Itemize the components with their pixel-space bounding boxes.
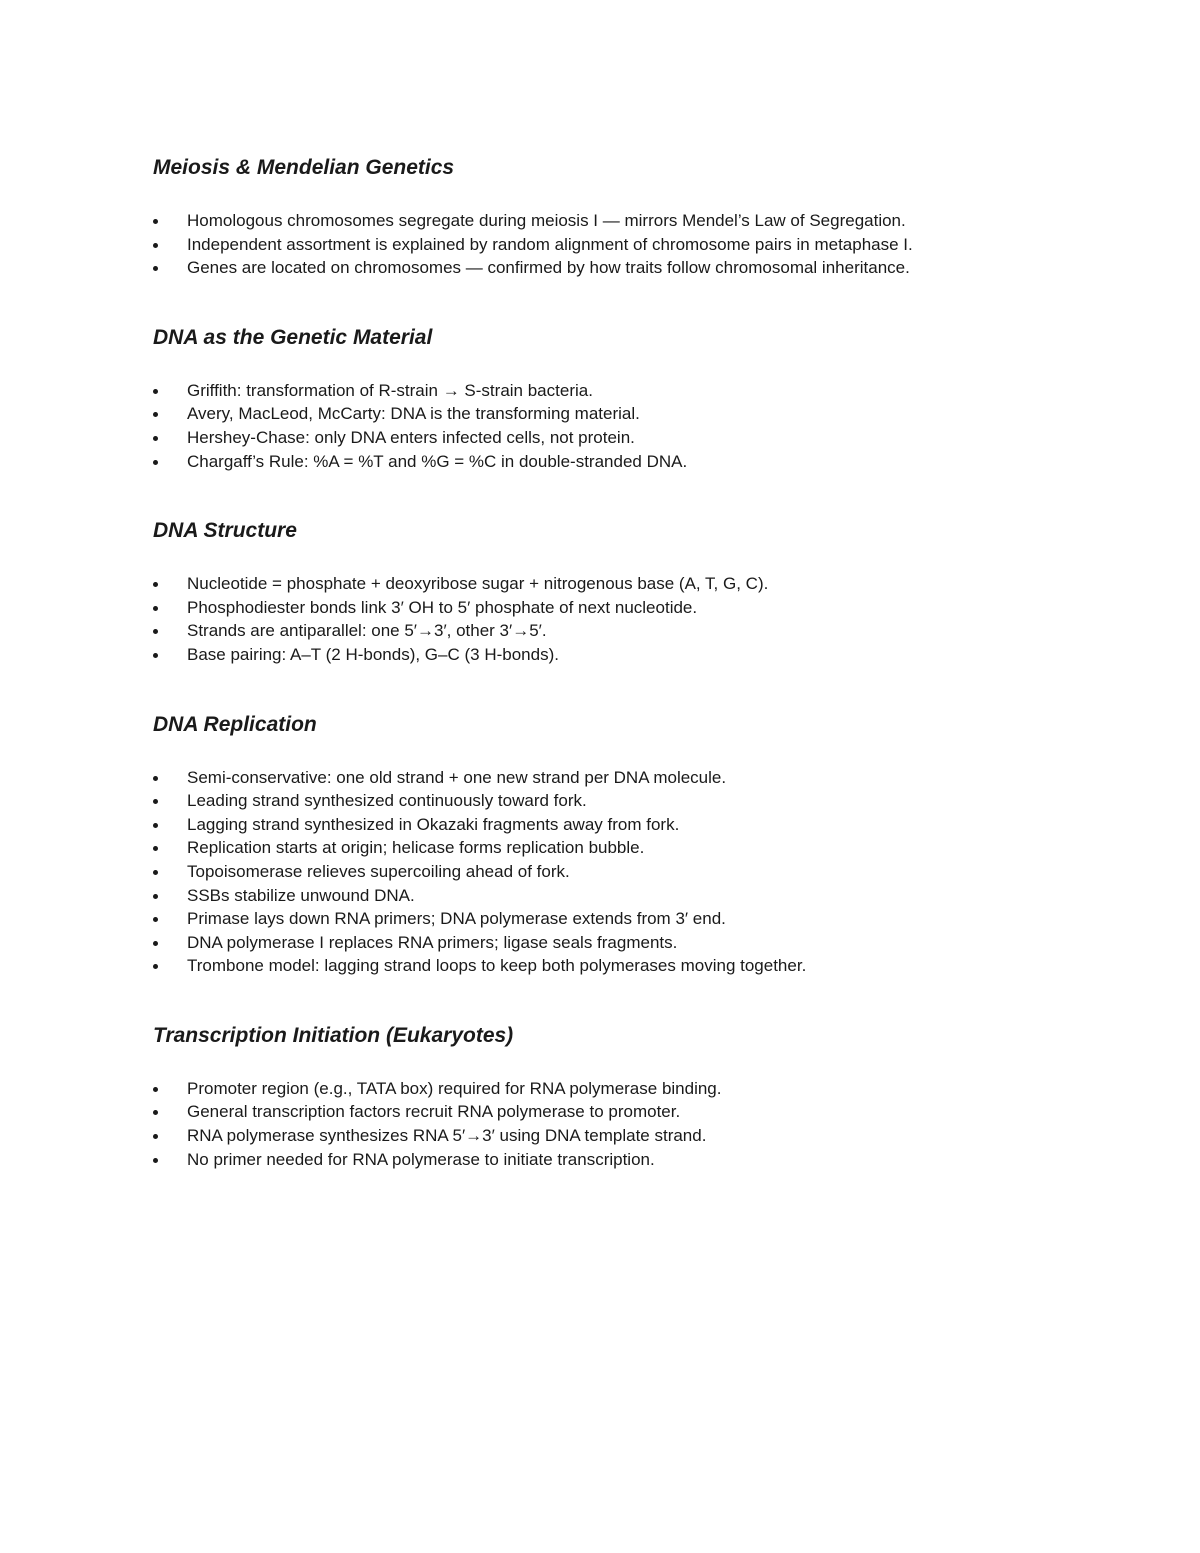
list-item-text: SSBs stabilize unwound DNA. <box>187 885 415 905</box>
bullet-icon <box>153 1158 158 1163</box>
section-heading: DNA as the Genetic Material <box>153 325 433 349</box>
list-item-text: Independent assortment is explained by random alignment of chromosome pairs in metaphase I. <box>187 234 913 254</box>
bullet-icon <box>153 629 158 634</box>
section-transcription-initiation <box>153 1016 1113 1171</box>
bullet-list <box>153 209 1113 280</box>
list-item-text: Hershey-Chase: only DNA enters infected cells, not protein. <box>187 427 635 447</box>
list-item <box>153 256 1113 280</box>
bullet-icon <box>153 266 158 271</box>
list-item-text: Replication starts at origin; helicase forms replication bubble. <box>187 838 645 858</box>
list-item-text: Topoisomerase relieves supercoiling ahead of fork. <box>187 861 570 881</box>
list-item <box>153 954 1113 978</box>
list-item <box>153 379 1113 403</box>
list-item <box>153 209 1113 233</box>
bullet-icon <box>153 870 158 875</box>
list-item-text: Promoter region (e.g., TATA box) required for RNA polymerase binding. <box>187 1078 722 1098</box>
bullet-icon <box>153 436 158 441</box>
section-heading: Transcription Initiation (Eukaryotes) <box>153 1023 514 1047</box>
list-item <box>153 907 1113 931</box>
list-item <box>153 1077 1113 1101</box>
bullet-icon <box>153 941 158 946</box>
list-item <box>153 766 1113 790</box>
bullet-icon <box>153 823 158 828</box>
list-item <box>153 402 1113 426</box>
list-item-text: DNA polymerase I replaces RNA primers; ligase seals fragments. <box>187 932 678 952</box>
list-item-text: RNA polymerase synthesizes RNA 5′→3′ using DNA template strand. <box>187 1126 707 1146</box>
list-item-text: General transcription factors recruit RNA polymerase to promoter. <box>187 1102 681 1122</box>
list-item <box>153 884 1113 908</box>
bullet-icon <box>153 219 158 224</box>
bullet-list <box>153 379 1113 473</box>
list-item <box>153 572 1113 596</box>
bullet-icon <box>153 776 158 781</box>
bullet-icon <box>153 582 158 587</box>
list-item <box>153 813 1113 837</box>
bullet-icon <box>153 460 158 465</box>
section-meiosis <box>153 148 1113 280</box>
bullet-icon <box>153 1087 158 1092</box>
list-item <box>153 1148 1113 1172</box>
bullet-icon <box>153 412 158 417</box>
list-item <box>153 860 1113 884</box>
bullet-list <box>153 766 1113 978</box>
list-item <box>153 643 1113 667</box>
list-item-text: Semi-conservative: one old strand + one new strand per DNA molecule. <box>187 767 727 787</box>
list-item-text: Avery, MacLeod, McCarty: DNA is the transforming material. <box>187 404 640 424</box>
list-item-text: Leading strand synthesized continuously toward fork. <box>187 791 587 811</box>
list-item-text: Homologous chromosomes segregate during meiosis I — mirrors Mendel’s Law of Segregation. <box>187 211 906 230</box>
list-item-text: Strands are antiparallel: one 5′→3′, other 3′→5′. <box>187 621 547 641</box>
list-item <box>153 596 1113 620</box>
bullet-list <box>153 572 1113 666</box>
section-heading: Meiosis & Mendelian Genetics <box>153 156 455 179</box>
bullet-icon <box>153 243 158 248</box>
list-item-text: No primer needed for RNA polymerase to initiate transcription. <box>187 1149 655 1169</box>
bullet-icon <box>153 606 158 611</box>
list-item-text: Trombone model: lagging strand loops to keep both polymerases moving together. <box>187 956 807 976</box>
section-heading: DNA Structure <box>153 519 297 543</box>
bullet-icon <box>153 1110 158 1115</box>
list-item <box>153 931 1113 955</box>
list-item-text: Phosphodiester bonds link 3′ OH to 5′ phosphate of next nucleotide. <box>187 597 698 617</box>
list-item-text: Base pairing: A–T (2 H-bonds), G–C (3 H-bonds). <box>187 644 559 664</box>
document-page <box>153 148 1113 1209</box>
section-dna-genetic-material <box>153 318 1113 473</box>
list-item <box>153 426 1113 450</box>
list-item <box>153 1124 1113 1148</box>
list-item <box>153 1100 1113 1124</box>
list-item <box>153 233 1113 257</box>
bullet-list <box>153 1077 1113 1171</box>
list-item <box>153 789 1113 813</box>
list-item-text: Genes are located on chromosomes — confirmed by how traits follow chromosomal inheritance. <box>187 258 910 278</box>
list-item <box>153 836 1113 860</box>
list-item <box>153 619 1113 643</box>
list-item-text: Nucleotide = phosphate + deoxyribose sugar + nitrogenous base (A, T, G, C). <box>187 574 769 594</box>
bullet-icon <box>153 799 158 804</box>
bullet-icon <box>153 964 158 969</box>
bullet-icon <box>153 846 158 851</box>
bullet-icon <box>153 894 158 899</box>
list-item-text: Lagging strand synthesized in Okazaki fragments away from fork. <box>187 814 680 834</box>
bullet-icon <box>153 389 158 394</box>
section-dna-structure <box>153 511 1113 666</box>
list-item-text: Primase lays down RNA primers; DNA polymerase extends from 3′ end. <box>187 909 726 929</box>
list-item-text: Chargaff’s Rule: %A = %T and %G = %C in double-stranded DNA. <box>187 451 688 471</box>
section-dna-replication <box>153 705 1113 978</box>
list-item <box>153 450 1113 474</box>
list-item-text: Griffith: transformation of R-strain → S-strain bacteria. <box>187 380 593 400</box>
bullet-icon <box>153 1134 158 1139</box>
section-heading: DNA Replication <box>153 712 317 736</box>
bullet-icon <box>153 653 158 658</box>
bullet-icon <box>153 917 158 922</box>
